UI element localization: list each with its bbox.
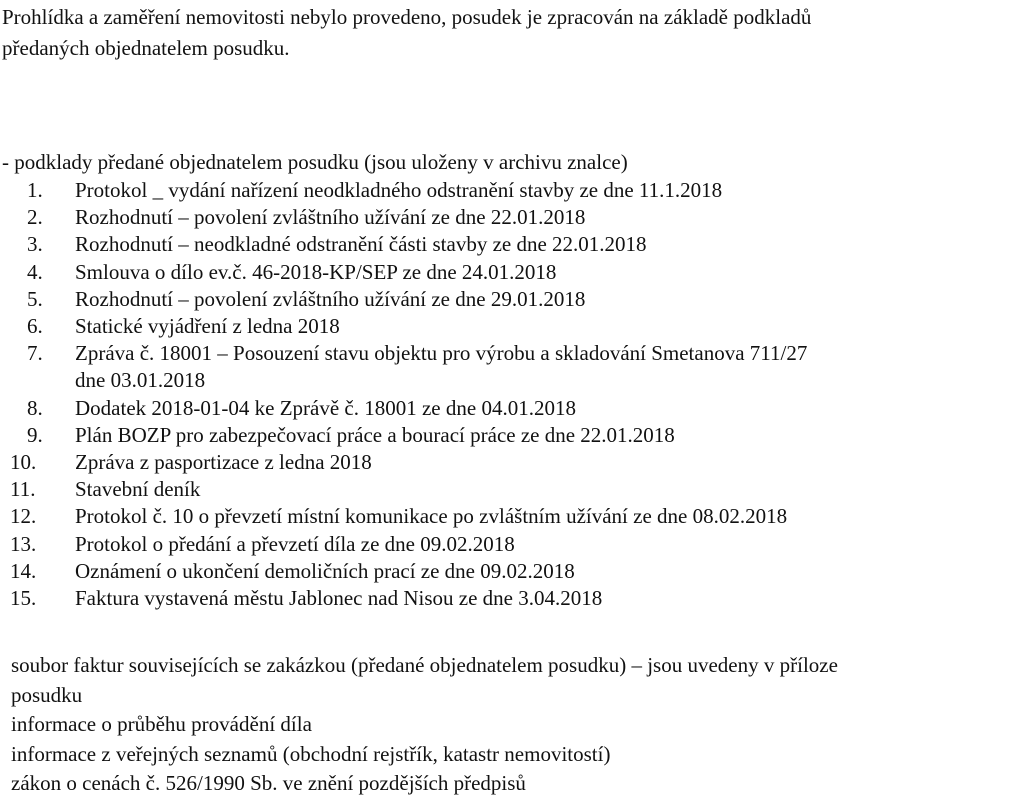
list-item-continuation: posudku xyxy=(11,682,83,707)
list-item-number: 9. xyxy=(27,422,43,447)
list-item xyxy=(0,740,1020,770)
additional-sources-list xyxy=(0,651,1020,799)
list-item-text: Zpráva z pasportizace z ledna 2018 xyxy=(75,450,372,475)
list-item-text: Dodatek 2018-01-04 ke Zprávě č. 18001 ze dne 04.01.2018 xyxy=(75,395,576,420)
list-item-number: 12. xyxy=(10,504,37,529)
documents-list xyxy=(0,177,1020,612)
intro-line-1: Prohlídka a zaměření nemovitosti nebylo provedeno, posudek je zpracován na základě podkladů xyxy=(2,5,812,29)
list-item-text: Rozhodnutí – povolení zvláštního užívání ze dne 22.01.2018 xyxy=(75,205,586,230)
list-item xyxy=(0,585,1020,612)
list-item-number: 8. xyxy=(27,395,43,420)
list-item xyxy=(0,503,1020,530)
list-item-text: Stavební deník xyxy=(75,477,201,502)
list-item xyxy=(0,313,1020,340)
list-item-number: 11. xyxy=(10,477,36,502)
list-item-text: Rozhodnutí – neodkladné odstranění části stavby ze dne 22.01.2018 xyxy=(75,232,647,257)
list-item-text: Smlouva o dílo ev.č. 46-2018-KP/SEP ze dne 24.01.2018 xyxy=(75,259,557,284)
list-item-text: informace z veřejných seznamů (obchodní rejstřík, katastr nemovitostí) xyxy=(11,741,611,766)
list-item xyxy=(0,340,1020,394)
list-item xyxy=(0,286,1020,313)
list-item xyxy=(0,769,1020,799)
list-item-number: 14. xyxy=(10,558,37,583)
list-item xyxy=(0,231,1020,258)
list-item xyxy=(0,651,1020,710)
list-item xyxy=(0,558,1020,585)
list-item-continuation: dne 03.01.2018 xyxy=(75,368,206,393)
list-item-number: 13. xyxy=(10,531,37,556)
list-item-number: 2. xyxy=(27,205,43,230)
list-item xyxy=(0,449,1020,476)
list-item-text: soubor faktur souvisejících se zakázkou (předané objednatelem posudku) – jsou uvedeny v příloze xyxy=(11,653,838,677)
list-item-number: 6. xyxy=(27,314,43,339)
section-heading: - podklady předané objednatelem posudku (jsou uloženy v archivu znalce) xyxy=(2,150,628,174)
list-item xyxy=(0,259,1020,286)
list-item-text: Protokol o předání a převzetí díla ze dne 09.02.2018 xyxy=(75,531,515,556)
list-item xyxy=(0,395,1020,422)
list-item xyxy=(0,422,1020,449)
list-item-number: 7. xyxy=(27,341,43,366)
list-item-number: 15. xyxy=(10,586,37,611)
list-item xyxy=(0,710,1020,740)
list-item xyxy=(0,204,1020,231)
list-item-text: Faktura vystavená městu Jablonec nad Nisou ze dne 3.04.2018 xyxy=(75,586,603,611)
list-item-text: Protokol _ vydání nařízení neodkladného odstranění stavby ze dne 11.1.2018 xyxy=(75,178,723,202)
list-item-number: 3. xyxy=(27,232,43,257)
list-item-number: 4. xyxy=(27,259,43,284)
intro-paragraph xyxy=(2,2,1022,64)
list-item-text: Protokol č. 10 o převzetí místní komunikace po zvláštním užívání ze dne 08.02.2018 xyxy=(75,504,788,529)
list-item-text: Zpráva č. 18001 – Posouzení stavu objektu pro výrobu a skladování Smetanova 711/27 xyxy=(75,341,808,366)
list-item-text: Plán BOZP pro zabezpečovací práce a bourací práce ze dne 22.01.2018 xyxy=(75,422,675,447)
list-item-number: 10. xyxy=(10,450,37,475)
list-item-text: informace o průběhu provádění díla xyxy=(11,712,312,736)
list-item-text: zákon o cenách č. 526/1990 Sb. ve znění pozdějších předpisů xyxy=(11,771,526,795)
list-item xyxy=(0,476,1020,503)
list-item-number: 1. xyxy=(27,178,43,202)
intro-line-2: předaných objednatelem posudku. xyxy=(2,36,290,60)
list-item-text: Statické vyjádření z ledna 2018 xyxy=(75,314,340,339)
list-item-text: Oznámení o ukončení demoličních prací ze dne 09.02.2018 xyxy=(75,558,575,583)
list-item-text: Rozhodnutí – povolení zvláštního užívání ze dne 29.01.2018 xyxy=(75,286,586,311)
list-item xyxy=(0,531,1020,558)
list-item-number: 5. xyxy=(27,286,43,311)
list-item xyxy=(0,177,1020,204)
